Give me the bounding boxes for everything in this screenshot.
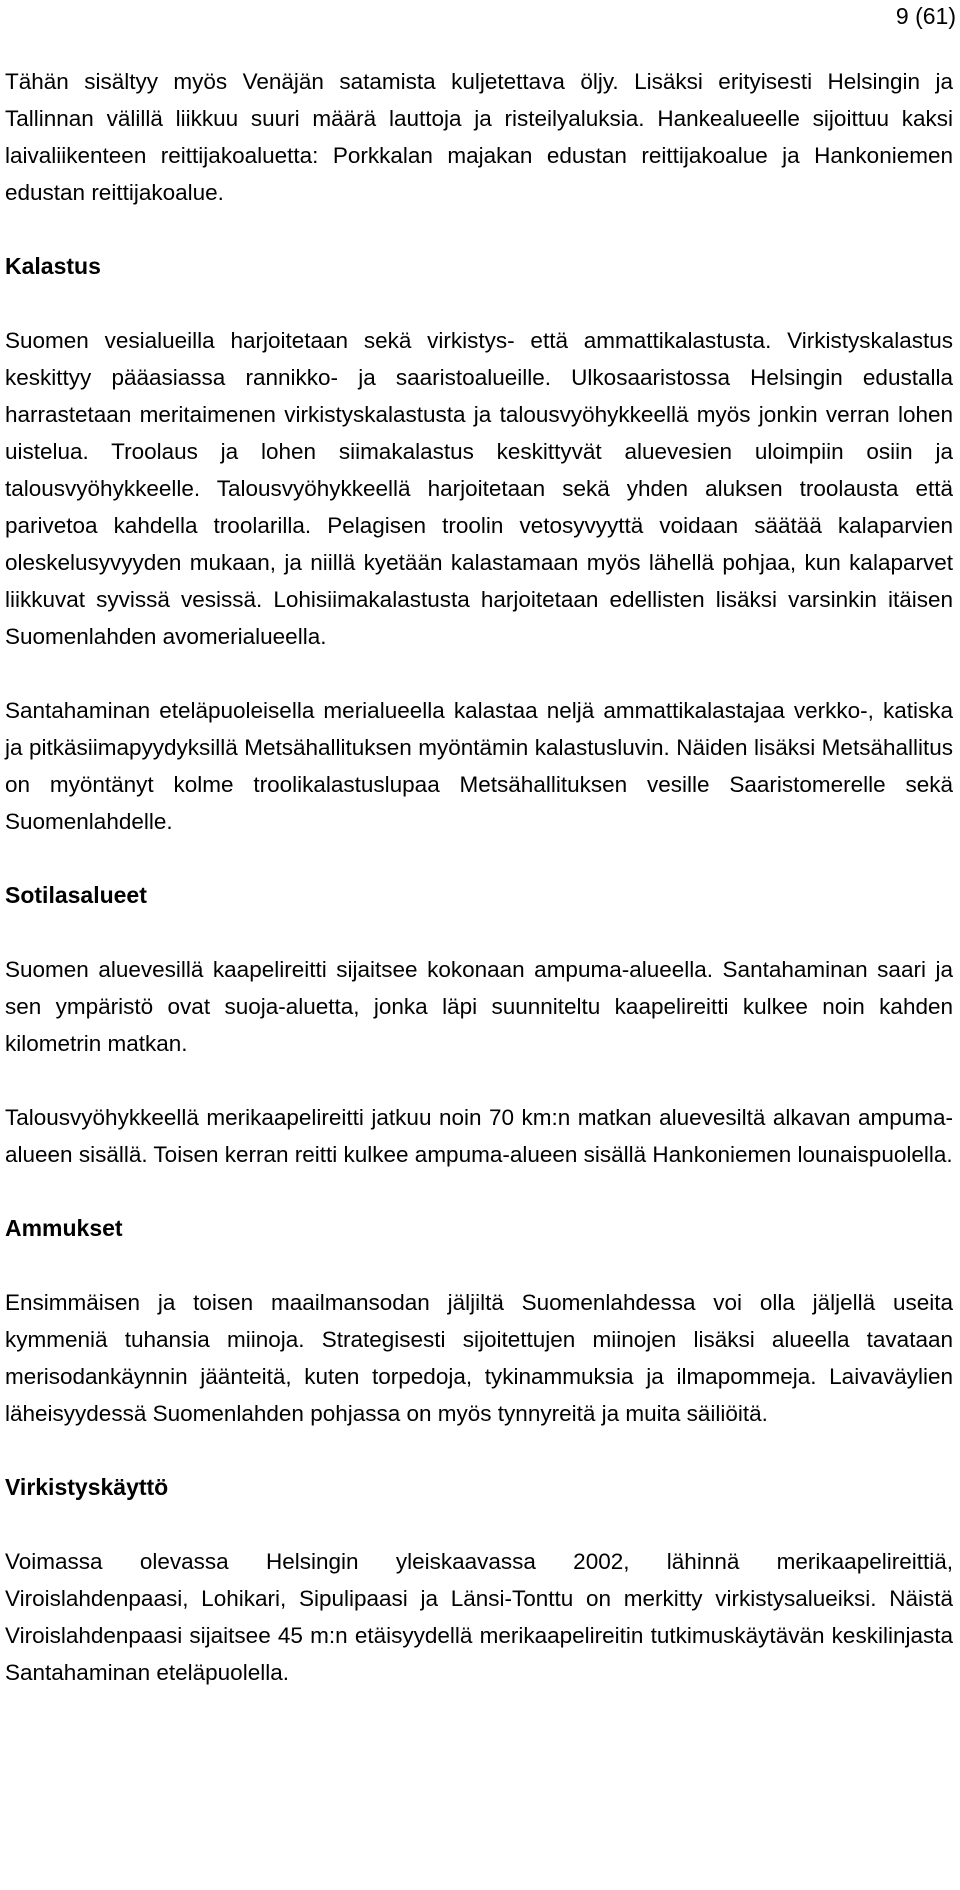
kalastus-paragraph-2: Santahaminan eteläpuoleisella merialueella kalastaa neljä ammattikalastajaa verkko-, katiska ja pitkäsiimapyydyksillä Metsähallituksen myöntämin kalastusluvin. Näiden lisäksi Metsähallitus on myöntänyt kolme troolikalastuslupaa Metsähallituksen vesille Saaristomerelle sekä Suomenlahdelle. <box>5 698 953 834</box>
page-number: 9 (61) <box>895 3 956 29</box>
section-heading-kalastus: Kalastus <box>5 253 101 279</box>
sotilasalueet-paragraph-2: Talousvyöhykkeellä merikaapelireitti jatkuu noin 70 km:n matkan aluevesiltä alkavan ampuma-alueen sisällä. Toisen kerran reitti kulkee ampuma-alueen sisällä Hankoniemen lounaispuolella. <box>5 1105 953 1167</box>
ammukset-paragraph-1: Ensimmäisen ja toisen maailmansodan jäljiltä Suomenlahdessa voi olla jäljellä useita kymmeniä tuhansia miinoja. Strategisesti sijoitettujen miinojen lisäksi alueella tavataan merisodankäynnin jäänteitä, kuten torpedoja, tykinammuksia ja ilmapommeja. Laivaväylien läheisyydessä Suomenlahden pohjassa on myös tynnyreitä ja muita säiliöitä. <box>5 1290 953 1426</box>
section-heading-virkistyskaytto: Virkistyskäyttö <box>5 1474 169 1500</box>
virkistyskaytto-paragraph-1: Voimassa olevassa Helsingin yleiskaavassa 2002, lähinnä merikaapelireittiä, Viroislahdenpaasi, Lohikari, Sipulipaasi ja Länsi-Tonttu on merkitty virkistysalueiksi. Näistä Viroislahdenpaasi sijaitsee 45 m:n etäisyydellä merikaapelireitin tutkimuskäytävän keskilinjasta Santahaminan eteläpuolella. <box>5 1549 953 1685</box>
sotilasalueet-paragraph-1: Suomen aluevesillä kaapelireitti sijaitsee kokonaan ampuma-alueella. Santahaminan saari ja sen ympäristö ovat suoja-aluetta, jonka läpi suunniteltu kaapelireitti kulkee noin kahden kilometrin matkan. <box>5 957 953 1056</box>
kalastus-paragraph-1: Suomen vesialueilla harjoitetaan sekä virkistys- että ammattikalastusta. Virkistyskalastus keskittyy pääasiassa rannikko- ja saaristoalueille. Ulkosaaristossa Helsingin edustalla harrastetaan meritaimenen virkistyskalastusta ja talousvyöhykkeellä myös jonkin verran lohen uistelua. Troolaus ja lohen siimakalastus keskittyvät aluevesien uloimpiin osiin ja talousvyöhykkeelle. Talousvyöhykkeellä harjoitetaan sekä yhden aluksen troolausta että parivetoa kahdella troolarilla. Pelagisen troolin vetosyvyyttä voidaan säätää kalaparvien oleskelusyvyyden mukaan, ja niillä kyetään kalastamaan myös lähellä pohjaa, kun kalaparvet liikkuvat syvissä vesissä. Lohisiimakalastusta harjoitetaan edellisten lisäksi varsinkin itäisen Suomenlahden avomerialueella. <box>5 328 953 649</box>
section-heading-ammukset: Ammukset <box>5 1215 123 1241</box>
section-heading-sotilasalueet: Sotilasalueet <box>5 882 147 908</box>
intro-paragraph: Tähän sisältyy myös Venäjän satamista kuljetettava öljy. Lisäksi erityisesti Helsingin ja Tallinnan välillä liikkuu suuri määrä lauttoja ja risteilyaluksia. Hankealueelle sijoittuu kaksi laivaliikenteen reittijakoaluetta: Porkkalan majakan edustan reittijakoalue ja Hankoniemen edustan reittijakoalue. <box>5 69 953 205</box>
document-body <box>5 63 953 1691</box>
